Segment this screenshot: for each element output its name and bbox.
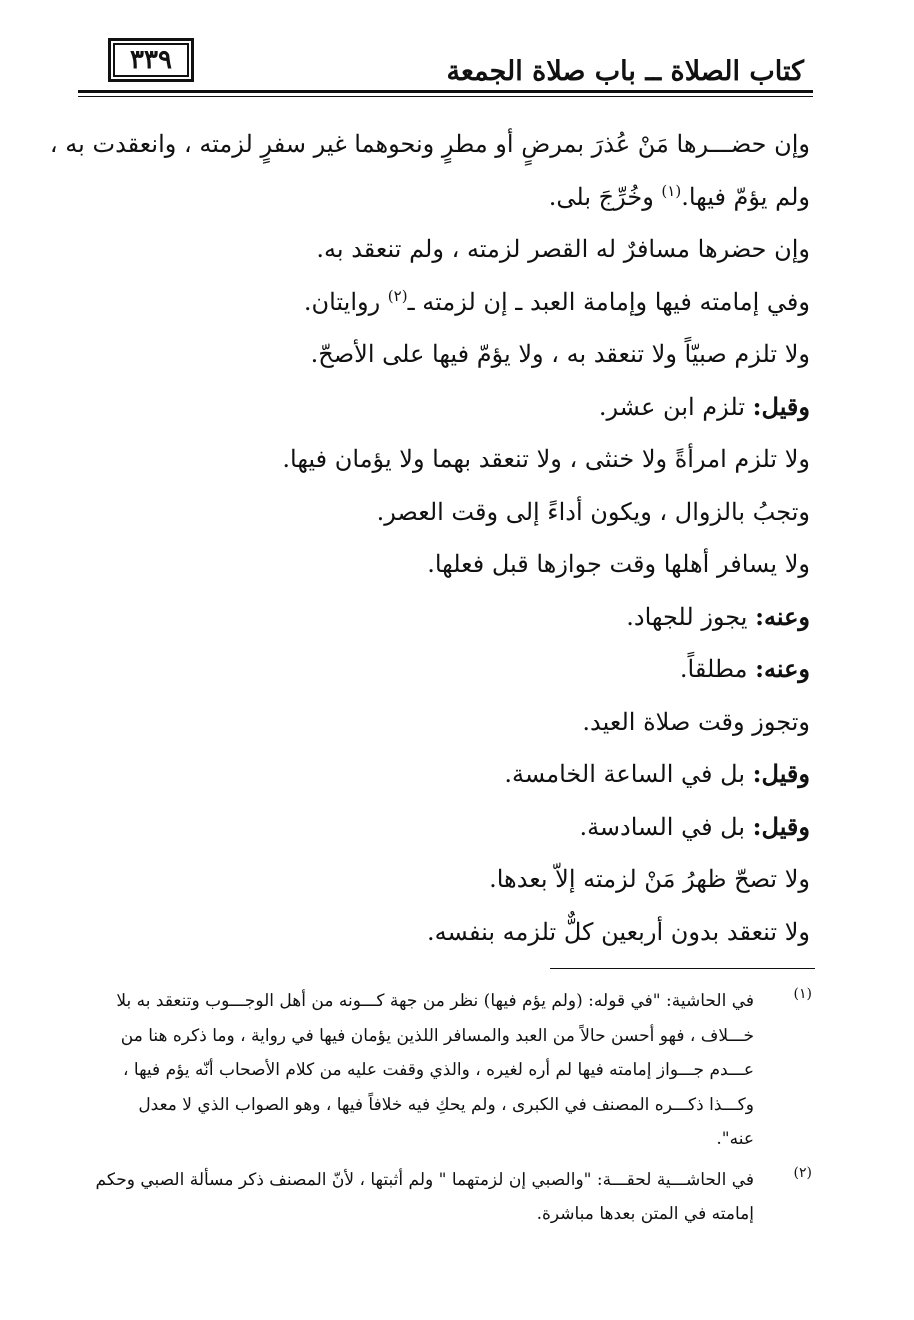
footnote-line: إمامته في المتن بعدها مباشرة. (536, 1204, 754, 1224)
text-line: وتجبُ بالزوال ، ويكون أداءً إلى وقت العصر. (376, 497, 810, 526)
lead-word: وعنه: (755, 601, 810, 631)
text-line: ولم يؤمّ فيها.$^{(١)}$ وخُرِّجَ بلى. (548, 181, 810, 211)
text-line: وقيل: بل في السادسة. (579, 811, 810, 841)
lead-word: وقيل: (752, 391, 810, 421)
text-line: وعنه: يجوز للجهاد. (626, 601, 810, 631)
running-header-title: كتاب الصلاة ــ باب صلاة الجمعة (446, 56, 804, 87)
text-line: وإن حضـــرها مَنْ عُذرَ بمرضٍ أو مطرٍ ونحوهما غير سفرٍ لزمته ، وانعقدت به ، (49, 130, 810, 158)
text-line: وقيل: تلزم ابن عشر. (598, 391, 810, 421)
lead-word: وقيل: (752, 759, 810, 788)
text-line: ولا تلزم صبيّاً ولا تنعقد به ، ولا يؤمّ فيها على الأصحّ. (310, 340, 810, 368)
footnote-ref[interactable]: (٢) (387, 286, 408, 305)
footnote-divider (550, 968, 815, 969)
footnote-2 (72, 1163, 812, 1232)
footnote-line: في الحاشـــية لحقـــة: "والصبي إن لزمتهما " ولم أثبتها ، لأنّ المصنف ذكر مسألة الصبي وحكم (95, 1169, 754, 1190)
header-rule-thin (78, 96, 813, 97)
header-rule (78, 90, 813, 93)
footnote-line: وكـــذا ذكـــره المصنف في الكبرى ، ولم يحكِ فيه خلافاً فيها ، وهو الصواب الذي لا معدل (138, 1094, 754, 1115)
main-text (49, 118, 810, 958)
text-line: وفي إمامته فيها وإمامة العبد ـ إن لزمته ـ$^{(٢)}$ روايتان. (303, 286, 810, 316)
text-line: وإن حضرها مسافرٌ له القصر لزمته ، ولم تنعقد به. (316, 235, 810, 263)
footnotes (72, 984, 812, 1238)
text-line: وعنه: مطلقاً. (679, 654, 810, 683)
text-line: ولا يسافر أهلها وقت جوازها قبل فعلها. (427, 550, 810, 578)
footnote-line: عنه". (716, 1129, 754, 1149)
text-line: وتجوز وقت صلاة العيد. (582, 707, 810, 736)
page-number-box (108, 38, 194, 82)
text-line: ولا تلزم امرأةً ولا خنثى ، ولا تنعقد بهما ولا يؤمان فيها. (282, 445, 810, 473)
footnote-1 (72, 984, 812, 1157)
text-line: ولا تصحّ ظهرُ مَنْ لزمته إلاّ بعدها. (489, 865, 810, 893)
page-number: ٣٣٩ (130, 45, 172, 75)
footnote-number: (٢) (793, 1164, 812, 1181)
text-line: وقيل: بل في الساعة الخامسة. (504, 759, 810, 788)
footnote-number: (١) (793, 986, 812, 1002)
lead-word: وقيل: (752, 811, 810, 841)
footnote-line: في الحاشية: "في قوله: (ولم يؤم فيها) نظر من جهة كـــونه من أهل الوجـــوب وتنعقد به بلا (116, 991, 754, 1011)
lead-word: وعنه: (755, 654, 810, 683)
footnote-ref[interactable]: (١) (661, 181, 682, 200)
text-line: ولا تنعقد بدون أربعين كلٌّ تلزمه بنفسه. (427, 917, 810, 946)
footnote-line: عـــدم جـــواز إمامته فيها لم أره لغيره ، والذي وقفت عليه من كلام الأصحاب أنّه يؤم فيها ، (123, 1060, 754, 1080)
footnote-line: خـــلاف ، فهو أحسن حالاً من العبد والمسافر اللذين يؤمان فيها في رواية ، وما ذكره هنا من (120, 1025, 754, 1046)
